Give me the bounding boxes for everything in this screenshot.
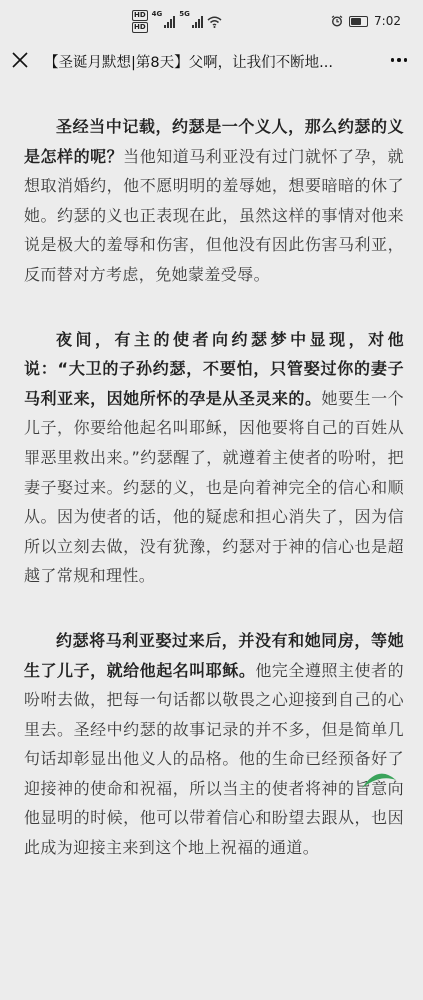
page-title: 【圣诞月默想|第8天】父啊，让我们不断地... [44, 55, 333, 71]
network-type-1: 4G [151, 10, 163, 18]
paragraph-1-text: 当他知道马利亚没有过门就怀了孕，就想取消婚约，他不愿明明的羞辱她，想要暗暗的休了她。约瑟的义也正表现在此，虽然这样的事情对他来说是极大的羞辱和伤害，但他没有因此伤害马利亚，反而替对方考虑，免她蒙羞受辱。 [24, 146, 404, 284]
hd-badge-2: HD [134, 23, 146, 31]
paragraph-1-bold: 圣经当中记载，约瑟是一个义人，那么约瑟的义是怎样的呢？ [24, 117, 404, 166]
title-bar [0, 44, 423, 80]
paragraph-3 [24, 626, 404, 863]
hd-badges [132, 10, 148, 34]
more-options-icon[interactable] [391, 58, 408, 62]
paragraph-3-text: 他完全遵照主使者的吩咐去做，把每一句话都以敬畏之心迎接到自己的心里去。圣经中约瑟的故事记录的并不多，但是简单几句话却彰显出他义人的品格。他的生命已经预备好了迎接神的使命和祝福，所以当主的使者将神的旨意向他显明的时候，他可以带着信心和盼望去跟从，也因此成为迎接主来到这个地上祝福的通道。 [24, 660, 404, 858]
paragraph-3-bold: 约瑟将马利亚娶过来后，并没有和她同房，等她生了儿子，就给他起名叫耶稣。 [24, 630, 404, 680]
paragraph-1 [24, 112, 404, 290]
article-body [24, 112, 404, 898]
network-type-2: 5G [179, 10, 190, 18]
leaf-icon[interactable] [360, 768, 398, 790]
battery-icon [349, 16, 368, 27]
paragraph-2-bold: 夜间，有主的使者向约瑟梦中显现，对他说：“大卫的子孙约瑟，不要怕，只管娶过你的妻子马利亚来，因她所怀的孕是从圣灵来的。 [24, 329, 404, 408]
status-right [331, 14, 401, 28]
signal-icon-2 [192, 16, 203, 28]
status-bar [0, 0, 423, 44]
clock-time: 7:02 [374, 14, 401, 28]
wifi-icon [207, 16, 222, 28]
paragraph-2-text: 她要生一个儿子，你要给他起名叫耶稣，因他要将自己的百姓从罪恶里救出来。”约瑟醒了，就遵着主使者的吩咐，把妻子娶过来。约瑟的义，也是向着神完全的信心和顺从。因为使者的话，他的疑虑和担心消失了，因为信所以立刻去做，没有犹豫，约瑟对于神的信心也是超越了常规和理性。 [24, 388, 404, 586]
hd-badge-1: HD [134, 11, 146, 19]
status-left [132, 10, 222, 34]
signal-icon [164, 16, 175, 28]
paragraph-2 [24, 325, 404, 591]
close-icon[interactable] [10, 50, 30, 70]
alarm-icon [331, 15, 343, 27]
